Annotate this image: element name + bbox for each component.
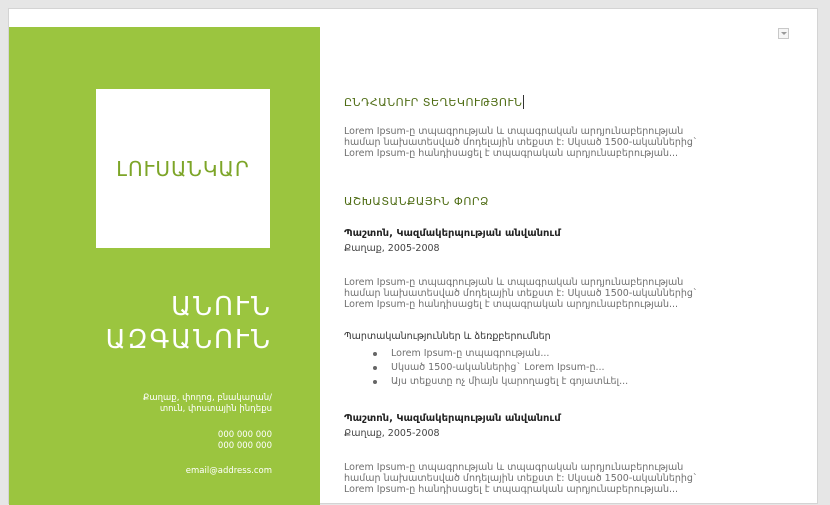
text-cursor [523, 95, 524, 109]
job-title[interactable]: Պաշտոն, Կազմակերպության անվանում [344, 413, 561, 424]
phone-number: 000 000 000 [217, 430, 272, 440]
paragraph-line: Lorem Ipsum-ը տպագրության և տպագրական արդյունաբերության [344, 126, 684, 137]
job-place-dates[interactable]: Քաղաք, 2005-2008 [344, 428, 440, 439]
last-name: ԱԶԳԱՆՈՒՆ [105, 325, 272, 355]
section-heading-experience[interactable]: ԱՇԽԱՏԱՆՔԱՅԻՆ ՓՈՐՁ [344, 195, 489, 208]
address-line: տուն, փոստային ինդեքս [159, 404, 272, 414]
address-block[interactable] [62, 393, 272, 415]
achievements-list [369, 347, 628, 389]
address-line: Քաղաք, փողոց, բնակարան/ [142, 393, 272, 403]
photo-placeholder-label: ԼՈՒՍԱՆԿԱՐ [116, 156, 250, 181]
paragraph-line: Lorem Ipsum-ը հանդիսացել է տպագրական արդյունաբերության... [344, 299, 679, 310]
paragraph-line: Lorem Ipsum-ը հանդիսացել է տպագրական արդյունաբերության... [344, 148, 679, 159]
list-item[interactable]: Lorem Ipsum-ը տպագրության... [369, 347, 628, 361]
list-item[interactable]: Այս տեքստը ոչ միայն կարողացել է գոյատևել... [369, 375, 628, 389]
document-page [8, 8, 818, 504]
job-description[interactable] [344, 277, 774, 310]
general-paragraph[interactable] [344, 126, 774, 159]
job-title[interactable]: Պաշտոն, Կազմակերպության անվանում [344, 228, 561, 239]
paragraph-line: Lorem Ipsum-ը տպագրության և տպագրական արդյունաբերության [344, 462, 684, 473]
job-place-dates[interactable]: Քաղաք, 2005-2008 [344, 243, 440, 254]
phone-block[interactable] [218, 430, 272, 452]
full-name[interactable] [106, 291, 272, 357]
section-heading-text: ԸՆԴՀԱՆՈՒՐ ՏԵՂԵԿՈՒԹՅՈՒՆ [344, 96, 523, 109]
phone-number: 000 000 000 [217, 441, 272, 451]
chevron-down-icon[interactable] [778, 28, 789, 39]
list-item[interactable]: Սկսած 1500-ականներից` Lorem Ipsum-ը... [369, 361, 628, 375]
sidebar-panel [9, 27, 320, 505]
achievements-title[interactable]: Պարտականություններ և ձեռքբերումներ [344, 331, 551, 342]
job-description[interactable] [344, 462, 774, 495]
section-heading-general[interactable] [344, 95, 524, 109]
paragraph-line: համար նախատեսված մոդելային տեքստ է: Սկսած 1500-ականներից` [344, 473, 698, 484]
paragraph-line: համար նախատեսված մոդելային տեքստ է: Սկսած 1500-ականներից` [344, 288, 698, 299]
paragraph-line: Lorem Ipsum-ը հանդիսացել է տպագրական արդյունաբերության... [344, 484, 679, 495]
paragraph-line: Lorem Ipsum-ը տպագրության և տպագրական արդյունաբերության [344, 277, 684, 288]
photo-placeholder[interactable] [96, 89, 270, 248]
email-address[interactable]: email@address.com [185, 466, 272, 476]
first-name: ԱՆՈՒՆ [171, 292, 272, 322]
paragraph-line: համար նախատեսված մոդելային տեքստ է: Սկսած 1500-ականներից` [344, 137, 698, 148]
